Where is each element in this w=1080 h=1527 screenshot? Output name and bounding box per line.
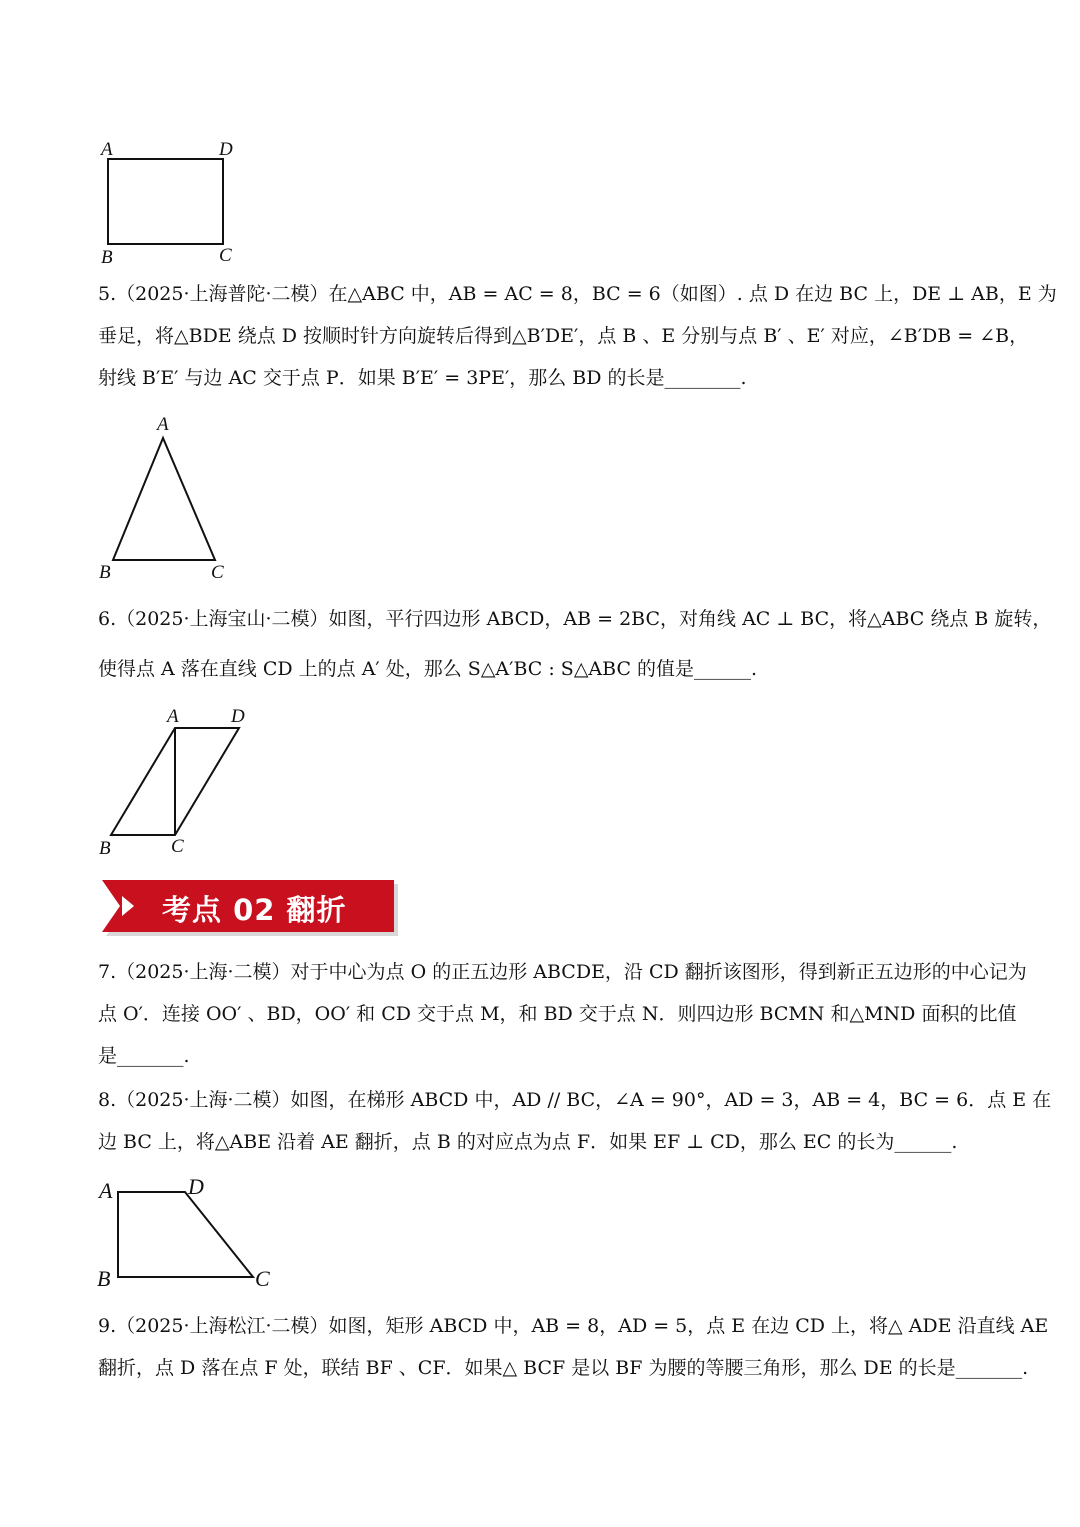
problem-6 bbox=[98, 598, 1052, 690]
label-a: A bbox=[101, 139, 113, 160]
problem-7-line-2: 点 O′．连接 OO′ 、BD，OO′ 和 CD 交于点 M，和 BD 交于点 N．则四边形 BCMN 和△MND 面积的比值 bbox=[98, 1003, 1017, 1025]
label-c: C bbox=[171, 836, 184, 857]
problem-9 bbox=[98, 1305, 1049, 1389]
problem-6-line-1: 6.（2025·上海宝山·二模）如图，平行四边形 ABCD，AB = 2BC，对角线 AC ⊥ BC，将△ABC 绕点 B 旋转， bbox=[98, 608, 1052, 630]
figure-trapezoid bbox=[95, 1172, 285, 1297]
label-d: D bbox=[219, 139, 233, 160]
section-header bbox=[102, 880, 398, 936]
problem-5-line-2: 垂足，将△BDE 绕点 D 按顺时针方向旋转后得到△B′DE′，点 B 、E 分别与点 B′ 、E′ 对应，∠B′DB = ∠B， bbox=[98, 325, 1029, 347]
problem-5-line-3: 射线 B′E′ 与边 AC 交于点 P．如果 B′E′ = 3PE′，那么 BD 的长是________. bbox=[98, 367, 747, 389]
label-a: A bbox=[157, 414, 169, 435]
label-b: B bbox=[99, 562, 111, 583]
problem-7-line-1: 7.（2025·上海·二模）对于中心为点 O 的正五边形 ABCDE，沿 CD 翻折该图形，得到新正五边形的中心记为 bbox=[98, 961, 1027, 983]
label-d: D bbox=[188, 1174, 204, 1199]
label-d: D bbox=[231, 706, 245, 727]
label-a: A bbox=[99, 1178, 113, 1203]
problem-8 bbox=[98, 1079, 1052, 1163]
problem-5 bbox=[98, 273, 1057, 399]
label-a: A bbox=[167, 706, 179, 727]
label-c: C bbox=[219, 245, 232, 265]
label-c: C bbox=[211, 562, 224, 583]
problem-6-line-2: 使得点 A 落在直线 CD 上的点 A′ 处，那么 S△A′BC : S△ABC 的值是______. bbox=[98, 658, 758, 680]
figure-parallelogram bbox=[95, 700, 265, 865]
problem-9-line-1: 9.（2025·上海松江·二模）如图，矩形 ABCD 中，AB = 8，AD = 5，点 E 在边 CD 上，将△ ADE 沿直线 AE bbox=[98, 1315, 1049, 1337]
problem-7-line-3: 是_______. bbox=[98, 1045, 190, 1067]
figure-triangle bbox=[95, 410, 245, 585]
label-b: B bbox=[97, 1266, 111, 1291]
problem-8-line-2: 边 BC 上，将△ABE 沿着 AE 翻折，点 B 的对应点为点 F．如果 EF ⊥ CD，那么 EC 的长为______. bbox=[98, 1131, 958, 1153]
problem-8-line-1: 8.（2025·上海·二模）如图，在梯形 ABCD 中，AD // BC，∠A = 90°，AD = 3，AB = 4，BC = 6．点 E 在 bbox=[98, 1089, 1052, 1111]
label-c: C bbox=[255, 1266, 270, 1291]
problem-5-line-1: 5.（2025·上海普陀·二模）在△ABC 中，AB = AC = 8，BC = 6（如图）. 点 D 在边 BC 上，DE ⊥ AB，E 为 bbox=[98, 283, 1057, 305]
label-b: B bbox=[99, 838, 111, 859]
figure-rectangle bbox=[95, 135, 245, 265]
label-b: B bbox=[101, 247, 113, 265]
section-title: 考点 02 翻折 bbox=[162, 893, 347, 927]
problem-9-line-2: 翻折，点 D 落在点 F 处，联结 BF 、CF．如果△ BCF 是以 BF 为腰的等腰三角形，那么 DE 的长是_______. bbox=[98, 1357, 1029, 1379]
problem-7 bbox=[98, 951, 1027, 1077]
